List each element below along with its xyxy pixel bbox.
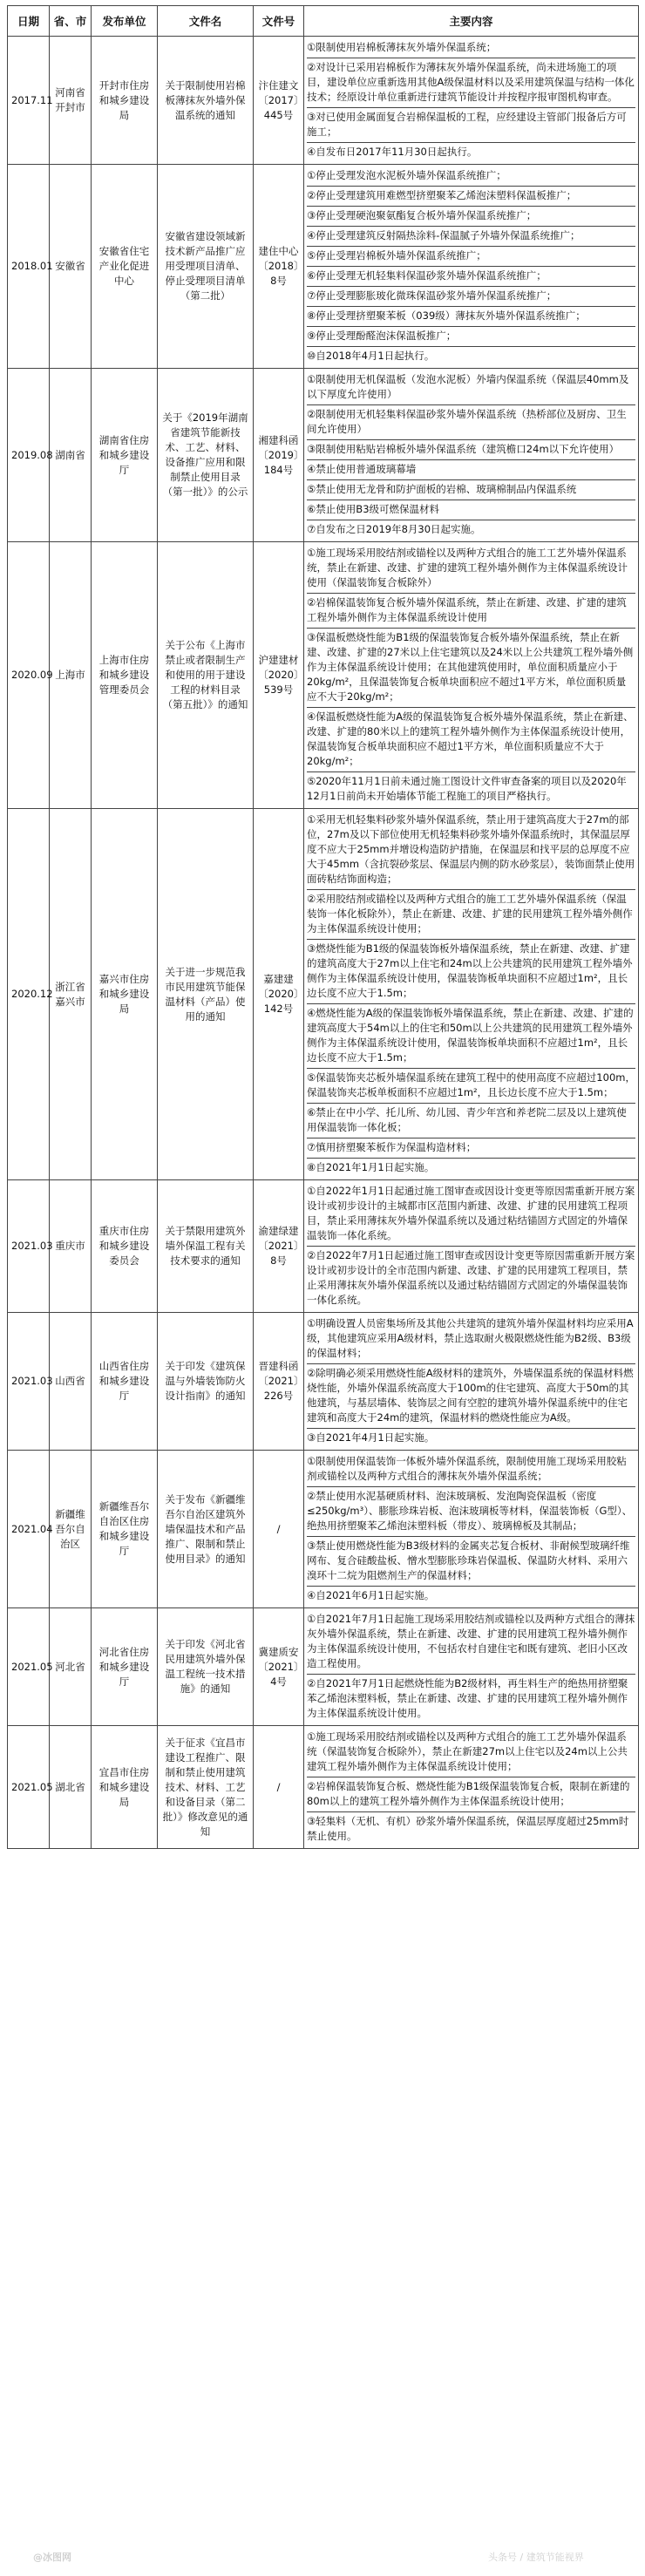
row-content xyxy=(304,1313,639,1451)
table-row xyxy=(8,1726,639,1849)
row-title: 安徽省建设领域新技术新产品推广应用受理项目清单、停止受理项目清单（第二批） xyxy=(158,165,254,369)
row-title: 关于限制使用岩棉板薄抹灰外墙外保温系统的通知 xyxy=(158,37,254,165)
content-item: ④禁止使用普通玻璃幕墙 xyxy=(307,460,635,480)
row-content xyxy=(304,542,639,809)
table-row xyxy=(8,1180,639,1313)
content-item: ③对已使用金属面复合岩棉保温板的工程，应经建设主管部门报备后方可施工； xyxy=(307,108,635,143)
table-row xyxy=(8,37,639,165)
row-title: 关于征求《宜昌市建设工程推广、限制和禁止使用建筑技术、材料、工艺和设备目录（第二批）》修改意见的通知 xyxy=(158,1726,254,1849)
content-item: ②禁止使用水泥基硬质材料、泡沫玻璃板、发泡陶瓷保温板（密度≤250kg/m³）、膨胀珍珠岩板、泡沫玻璃板等材料，保温装饰板（G型）、绝热用挤塑聚苯乙烯泡沫塑料板（带皮）、玻璃棉板及其制品； xyxy=(307,1487,635,1537)
regulation-table xyxy=(7,5,639,1849)
row-doc-no: / xyxy=(254,1726,304,1849)
content-item: ⑧自2021年1月1日起实施。 xyxy=(307,1161,435,1173)
content-item: ①施工现场采用胶结剂或锚栓以及两种方式组合的施工工艺外墙外保温系统，禁止在新建、改建、扩建的建筑工程外墙外侧作为主体保温系统设计使用（保温装饰复合板除外） xyxy=(307,544,635,594)
row-doc-no: 冀建质安〔2021〕4号 xyxy=(254,1608,304,1726)
content-item: ②采用胶结剂或锚栓以及两种方式组合的施工工艺外墙外保温系统（保温装饰一体化板除外），禁止在新建、改建、扩建的民用建筑工程外墙外侧作为主体保温系统设计使用； xyxy=(307,890,635,940)
row-title: 关于公布《上海市禁止或者限制生产和使用的用于建设工程的材料目录（第五批）》的通知 xyxy=(158,542,254,809)
header-content: 主要内容 xyxy=(304,6,639,37)
content-item: ③停止受理硬泡聚氨酯复合板外墙外保温系统推广； xyxy=(307,207,635,227)
table-row xyxy=(8,369,639,542)
row-issuer: 宜昌市住房和城乡建设局 xyxy=(92,1726,158,1849)
content-item: ④燃烧性能为A级的保温装饰板外墙保温系统，禁止在新建、改建、扩建的建筑高度大于54m以上的住宅和50m以上公共建筑的民用建筑工程外墙外侧作为主体保温系统设计使用，保温装饰板单块面积不应超过1m²，且长边长度不应大于1.5m； xyxy=(307,1004,635,1069)
content-item: ⑩自2018年4月1日起执行。 xyxy=(307,350,435,362)
row-region: 湖北省 xyxy=(50,1726,92,1849)
row-date: 2019.08 xyxy=(8,369,50,542)
content-item: ②岩棉保温装饰复合板外墙外保温系统，禁止在新建、改建、扩建的建筑工程外墙外侧作为主体保温系统设计使用 xyxy=(307,594,635,629)
row-content xyxy=(304,809,639,1180)
row-region: 上海市 xyxy=(50,542,92,809)
content-item: ⑤保温装饰夹芯板外墙保温系统在建筑工程中的使用高度不应超过100m，保温装饰夹芯板单板面积不应超过1m²，且长边长度不应大于1.5m； xyxy=(307,1069,635,1104)
header-title: 文件名 xyxy=(158,6,254,37)
content-item: ①停止受理发泡水泥板外墙外保温系统推广； xyxy=(307,167,635,187)
table-row xyxy=(8,1313,639,1451)
content-item: ④停止受理建筑反射隔热涂料-保温腻子外墙外保温系统推广； xyxy=(307,227,635,247)
row-date: 2018.01 xyxy=(8,165,50,369)
row-title: 关于《2019年湖南省建筑节能新技术、工艺、材料、设备推广应用和限制禁止使用目录（第一批）》的公示 xyxy=(158,369,254,542)
row-date: 2021.05 xyxy=(8,1608,50,1726)
content-item: ③禁止使用燃烧性能为B3级材料的金属夹芯复合板材、非耐候型玻璃纤维网布、复合硅酸盐板、憎水型膨胀珍珠岩保温板、保温防火材料、采用六溴环十二烷为阻燃剂生产的保温材料； xyxy=(307,1537,635,1587)
row-doc-no: 建住中心〔2018〕8号 xyxy=(254,165,304,369)
row-doc-no: 晋建科函〔2021〕226号 xyxy=(254,1313,304,1451)
row-title: 关于进一步规范我市民用建筑节能保温材料（产品）使用的通知 xyxy=(158,809,254,1180)
row-issuer: 新疆维吾尔自治区住房和城乡建设厅 xyxy=(92,1451,158,1608)
content-item: ⑥禁止在中小学、托儿所、幼儿园、青少年宫和养老院二层及以上建筑使用保温装饰一体化板； xyxy=(307,1104,635,1138)
row-title: 关于印发《建筑保温与外墙装饰防火设计指南》的通知 xyxy=(158,1313,254,1451)
table-header-row xyxy=(8,6,639,37)
row-region: 湖南省 xyxy=(50,369,92,542)
row-doc-no: 汴住建文〔2017〕445号 xyxy=(254,37,304,165)
content-item: ①限制使用保温装饰一体板外墙外保温系统，限制使用施工现场采用胶粘剂或锚栓以及两种方式组合的薄抹灰外墙外保温系统； xyxy=(307,1452,635,1487)
row-issuer: 湖南省住房和城乡建设厅 xyxy=(92,369,158,542)
table-row xyxy=(8,165,639,369)
content-item: ②限制使用无机轻集料保温砂浆外墙外保温系统（热桥部位及厨房、卫生间允许使用） xyxy=(307,405,635,440)
content-item: ⑤2020年11月1日前未通过施工图设计文件审查备案的项目以及2020年12月1日前尚未开始墙体节能工程施工的项目严格执行。 xyxy=(307,775,627,802)
row-region: 安徽省 xyxy=(50,165,92,369)
content-item: ⑦慎用挤塑聚苯板作为保温构造材料； xyxy=(307,1138,635,1159)
row-issuer: 山西省住房和城乡建设厅 xyxy=(92,1313,158,1451)
content-item: ②岩棉保温装饰复合板、燃烧性能为B1级保温装饰复合板，限制在新建的80m以上的建筑工程外墙外侧作为主体保温系统设计使用； xyxy=(307,1777,635,1812)
row-date: 2021.05 xyxy=(8,1726,50,1849)
header-doc-no: 文件号 xyxy=(254,6,304,37)
row-content xyxy=(304,369,639,542)
content-item: ③限制使用粘贴岩棉板外墙外保温系统（建筑檐口24m以下允许使用） xyxy=(307,440,635,460)
row-date: 2020.09 xyxy=(8,542,50,809)
watermark: @冰图网 xyxy=(33,2552,71,2563)
row-date: 2021.04 xyxy=(8,1451,50,1608)
row-region: 河南省开封市 xyxy=(50,37,92,165)
row-doc-no: / xyxy=(254,1451,304,1608)
content-item: ⑨停止受理酚醛泡沫保温板推广； xyxy=(307,327,635,347)
table-body xyxy=(8,37,639,1849)
row-issuer: 重庆市住房和城乡建设委员会 xyxy=(92,1180,158,1313)
content-item: ⑧停止受理挤塑聚苯板（039级）薄抹灰外墙外保温系统推广； xyxy=(307,307,635,327)
content-item: ①自2022年1月1日起通过施工图审查或因设计变更等原因需重新开展方案设计或初步设计的主城都市区范围内新建、改建、扩建的民用建筑工程项目，禁止采用薄抹灰外墙外保温系统以及通过粘结锚固方式固定的外墙保温装饰一体化系统。 xyxy=(307,1182,635,1247)
row-issuer: 安徽省住宅产业化促进中心 xyxy=(92,165,158,369)
row-content xyxy=(304,1608,639,1726)
header-date: 日期 xyxy=(8,6,50,37)
content-item: ①明确设置人员密集场所及其他公共建筑的建筑外墙外保温材料均应采用A级，其他建筑应采用A级材料，禁止选取耐火极限燃烧性能为B2级、B3级的保温材料； xyxy=(307,1315,635,1364)
content-item: ②自2022年7月1日起通过施工图审查或因设计变更等原因需重新开展方案设计或初步设计的全市范围内新建、改建、扩建的民用建筑工程项目，禁止采用薄抹灰外墙外保温系统以及通过粘结锚固方式固定的外墙保温装饰一体化系统。 xyxy=(307,1249,635,1306)
row-title: 关于禁限用建筑外墙外保温工程有关技术要求的通知 xyxy=(158,1180,254,1313)
watermark-right: 头条号 / 建筑节能视界 xyxy=(488,2552,584,2563)
row-doc-no: 渝建绿建〔2021〕8号 xyxy=(254,1180,304,1313)
row-title: 关于发布《新疆维吾尔自治区建筑外墙保温技术和产品推广、限制和禁止使用目录》的通知 xyxy=(158,1451,254,1608)
row-issuer: 开封市住房和城乡建设局 xyxy=(92,37,158,165)
row-date: 2017.11 xyxy=(8,37,50,165)
row-region: 浙江省嘉兴市 xyxy=(50,809,92,1180)
row-region: 新疆维吾尔自治区 xyxy=(50,1451,92,1608)
table-row xyxy=(8,809,639,1180)
content-item: ②停止受理建筑用难燃型挤塑聚苯乙烯泡沫塑料保温板推广； xyxy=(307,187,635,207)
content-item: ②除明确必须采用燃烧性能A级材料的建筑外，外墙保温系统的保温材料燃烧性能，外墙外保温系统高度大于100m的住宅建筑、高度大于50m的其他建筑，与基层墙体、装饰层之间有空腔的建筑外墙外保温系统中的住宅建筑和高度大于24m的建筑，保温材料的燃烧性能应为A级。 xyxy=(307,1364,635,1429)
row-issuer: 嘉兴市住房和城乡建设局 xyxy=(92,809,158,1180)
table-row xyxy=(8,542,639,809)
content-item: ①施工现场采用胶结剂或锚栓以及两种方式组合的施工工艺外墙外保温系统（保温装饰复合板除外），禁止在新建27m以上住宅以及24m以上公共建筑工程外墙外侧作为主体保温系统设计使用； xyxy=(307,1728,635,1777)
row-content xyxy=(304,1180,639,1313)
content-item: ③自2021年4月1日起实施。 xyxy=(307,1431,435,1444)
content-item: ⑥禁止使用B3级可燃保温材料 xyxy=(307,500,635,520)
content-item: ⑤停止受理岩棉板外墙外保温系统推广； xyxy=(307,247,635,267)
content-item: ①限制使用无机保温板（发泡水泥板）外墙内保温系统（保温层40mm及以下厚度允许使用） xyxy=(307,370,635,405)
content-item: ③轻集料（无机、有机）砂浆外墙外保温系统，保温层厚度超过25mm时禁止使用。 xyxy=(307,1815,629,1842)
row-content xyxy=(304,1726,639,1849)
table-row xyxy=(8,1608,639,1726)
content-item: ③保温板燃烧性能为B1级的保温装饰复合板外墙外保温系统，禁止在新建、改建、扩建的27米以上住宅建筑以及24米以上公共建筑工程外墙外侧作为主体保温系统设计使用；在其他建筑使用时，单位面积质量应小于20kg/m²，且保温装饰复合板单块面积应不超过1平方米，单位面积质量应不大于20kg/m²； xyxy=(307,629,635,708)
row-doc-no: 沪建建材〔2020〕539号 xyxy=(254,542,304,809)
row-content xyxy=(304,1451,639,1608)
content-item: ④自2021年6月1日起实施。 xyxy=(307,1589,435,1601)
row-date: 2021.03 xyxy=(8,1180,50,1313)
row-issuer: 河北省住房和城乡建设厅 xyxy=(92,1608,158,1726)
content-item: ①采用无机轻集料砂浆外墙外保温系统，禁止用于建筑高度大于27m的部位，27m及以下部位使用无机轻集料砂浆外墙外保温系统时，其保温层厚度不应大于25mm并增设构造防护措施，在保温层和找平层的总厚度不应大于45mm（含抗裂砂浆层、保温层内侧的防水砂浆层），装饰面禁止使用面砖粘结饰面构造； xyxy=(307,811,635,890)
row-issuer: 上海市住房和城乡建设管理委员会 xyxy=(92,542,158,809)
content-item: ④自发布日2017年11月30日起执行。 xyxy=(307,146,478,158)
content-item: ③燃烧性能为B1级的保温装饰板外墙保温系统，禁止在新建、改建、扩建的建筑高度大于27m以上住宅和24m以上公共建筑的民用建筑工程外墙外侧作为主体保温系统设计使用，保温装饰板单块面积不应超过1m²，且长边长度不应大于1.5m； xyxy=(307,940,635,1004)
row-content xyxy=(304,165,639,369)
row-date: 2020.12 xyxy=(8,809,50,1180)
content-item: ②对设计已采用岩棉板作为薄抹灰外墙外保温系统，尚未进场施工的项目，建设单位应重新选用其他A级保温材料以及采用建筑保温与结构一体化技术；经原设计单位重新进行建筑节能设计并按程序报审图机构审查。 xyxy=(307,58,635,108)
row-title: 关于印发《河北省民用建筑外墙外保温工程统一技术措施》的通知 xyxy=(158,1608,254,1726)
header-issuer: 发布单位 xyxy=(92,6,158,37)
row-doc-no: 湘建科函〔2019〕184号 xyxy=(254,369,304,542)
content-item: ②自2021年7月1日起燃烧性能为B2级材料，再生料生产的绝热用挤塑聚苯乙烯泡沫塑料板，禁止在新建、改建、扩建的民用建筑工程外墙外侧作为主体保温系统设计使用。 xyxy=(307,1677,628,1719)
content-item: ⑤禁止使用无龙骨和防护面板的岩棉、玻璃棉制品内保温系统 xyxy=(307,480,635,500)
row-region: 河北省 xyxy=(50,1608,92,1726)
content-item: ⑦停止受理膨胀玻化微珠保温砂浆外墙外保温系统推广； xyxy=(307,287,635,307)
row-date: 2021.03 xyxy=(8,1313,50,1451)
row-content xyxy=(304,37,639,165)
content-item: ⑦自发布之日2019年8月30日起实施。 xyxy=(307,523,481,535)
content-item: ④保温板燃烧性能为A级的保温装饰复合板外墙外保温系统，禁止在新建、改建、扩建的80米以上的建筑工程外墙外侧作为主体保温系统设计使用，保温装饰复合板单块面积应不超过1平方米，单位面积质量应不大于20kg/m²； xyxy=(307,708,635,772)
row-region: 山西省 xyxy=(50,1313,92,1451)
table-row xyxy=(8,1451,639,1608)
row-doc-no: 嘉建建〔2020〕142号 xyxy=(254,809,304,1180)
content-item: ⑥停止受理无机轻集料保温砂浆外墙外保温系统推广； xyxy=(307,267,635,287)
content-item: ①自2021年7月1日起施工现场采用胶结剂或锚栓以及两种方式组合的薄抹灰外墙外保温系统，禁止在新建、改建、扩建的民用建筑工程外墙外侧作为主体保温系统设计使用，不包括农村自建住宅和既有建筑、老旧小区改造工程使用。 xyxy=(307,1610,635,1675)
header-region: 省、市 xyxy=(50,6,92,37)
content-item: ①限制使用岩棉板薄抹灰外墙外保温系统； xyxy=(307,38,635,58)
row-region: 重庆市 xyxy=(50,1180,92,1313)
